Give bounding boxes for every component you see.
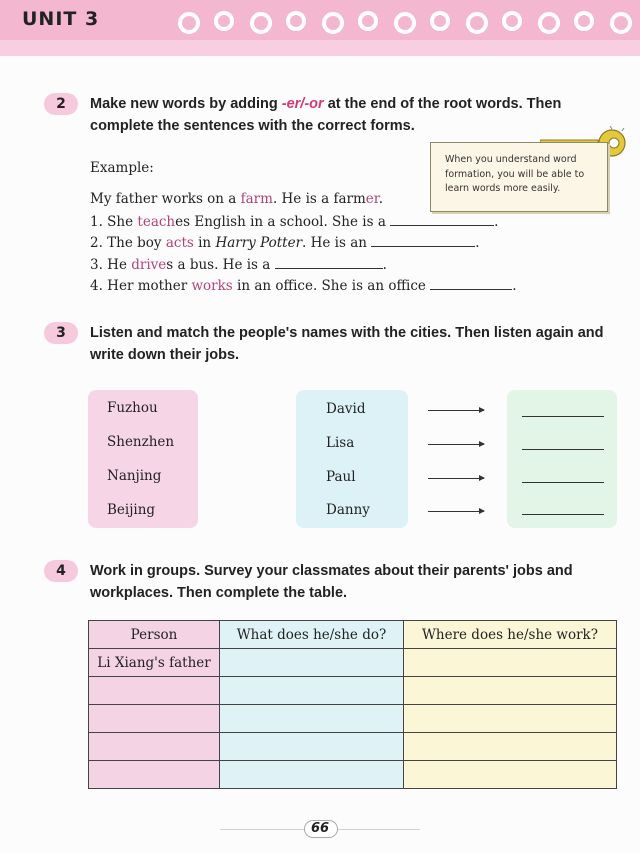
table-row: [89, 705, 617, 733]
table-cell[interactable]: [404, 649, 617, 677]
arrow-icon: [428, 410, 484, 411]
table-row: [89, 649, 617, 677]
table-cell[interactable]: [404, 677, 617, 705]
answer-blank[interactable]: [430, 277, 512, 290]
table-header: What does he/she do?: [220, 621, 404, 649]
table-cell[interactable]: [220, 705, 404, 733]
table-header-row: [89, 621, 617, 649]
unit-title: UNIT 3: [22, 8, 100, 30]
job-answer-line[interactable]: [522, 416, 604, 417]
table-cell[interactable]: [404, 761, 617, 789]
answer-blank[interactable]: [275, 256, 383, 269]
jobs-box: [507, 390, 617, 528]
tip-text: When you understand word formation, you will be able to learn words more easily.: [445, 154, 585, 194]
table-cell[interactable]: [220, 761, 404, 789]
table-cell[interactable]: Li Xiang's father: [89, 649, 220, 677]
table-cell[interactable]: [220, 677, 404, 705]
city-item: Fuzhou: [107, 400, 158, 416]
name-item: Danny: [326, 502, 370, 518]
table-cell[interactable]: [89, 733, 220, 761]
job-answer-line[interactable]: [522, 449, 604, 450]
exercise-4-instruction: Work in groups. Survey your classmates about their parents' jobs and workplaces. Then complete the table.: [90, 563, 573, 601]
exercise-4-number: 4: [44, 560, 78, 582]
exercise-3-instruction: Listen and match the people's names with the cities. Then listen again and write down their jobs.: [90, 325, 604, 363]
table-row: [89, 677, 617, 705]
table-cell[interactable]: [220, 649, 404, 677]
unit-header: [0, 0, 640, 56]
exercise-2-item-1: 1. She teaches English in a school. She is a .: [90, 214, 499, 230]
header-band: [0, 40, 640, 56]
table-cell[interactable]: [89, 705, 220, 733]
example-sentence: My father works on a farm. He is a farmer.: [90, 191, 384, 207]
exercise-2-instruction: Make new words by adding -er/-or at the end of the root words. Then complete the sentences with the correct forms.: [90, 96, 562, 134]
arrow-icon: [428, 444, 484, 445]
survey-table: [88, 620, 617, 789]
exercise-2-item-2: 2. The boy acts in Harry Potter. He is an .: [90, 235, 480, 251]
arrow-icon: [428, 478, 484, 479]
exercise-2-item-4: 4. Her mother works in an office. She is an office .: [90, 278, 517, 294]
city-item: Nanjing: [107, 468, 162, 484]
name-item: Lisa: [326, 435, 355, 451]
tip-box: [430, 142, 608, 212]
table-header: Where does he/she work?: [404, 621, 617, 649]
job-answer-line[interactable]: [522, 514, 604, 515]
city-item: Beijing: [107, 502, 156, 518]
name-item: David: [326, 401, 366, 417]
table-header: Person: [89, 621, 220, 649]
answer-blank[interactable]: [390, 213, 494, 226]
table-cell[interactable]: [404, 733, 617, 761]
city-item: Shenzhen: [107, 434, 175, 450]
table-cell[interactable]: [220, 733, 404, 761]
table-row: [89, 761, 617, 789]
page-number: 66: [310, 821, 330, 836]
table-row: [89, 733, 617, 761]
exercise-3-number: 3: [44, 322, 78, 344]
exercise-2-item-3: 3. He drives a bus. He is a .: [90, 257, 387, 273]
answer-blank[interactable]: [371, 234, 475, 247]
table-cell[interactable]: [404, 705, 617, 733]
example-label: Example:: [90, 160, 154, 176]
job-answer-line[interactable]: [522, 482, 604, 483]
name-item: Paul: [326, 469, 356, 485]
table-cell[interactable]: [89, 677, 220, 705]
table-cell[interactable]: [89, 761, 220, 789]
exercise-2-number: 2: [44, 93, 78, 115]
arrow-icon: [428, 511, 484, 512]
